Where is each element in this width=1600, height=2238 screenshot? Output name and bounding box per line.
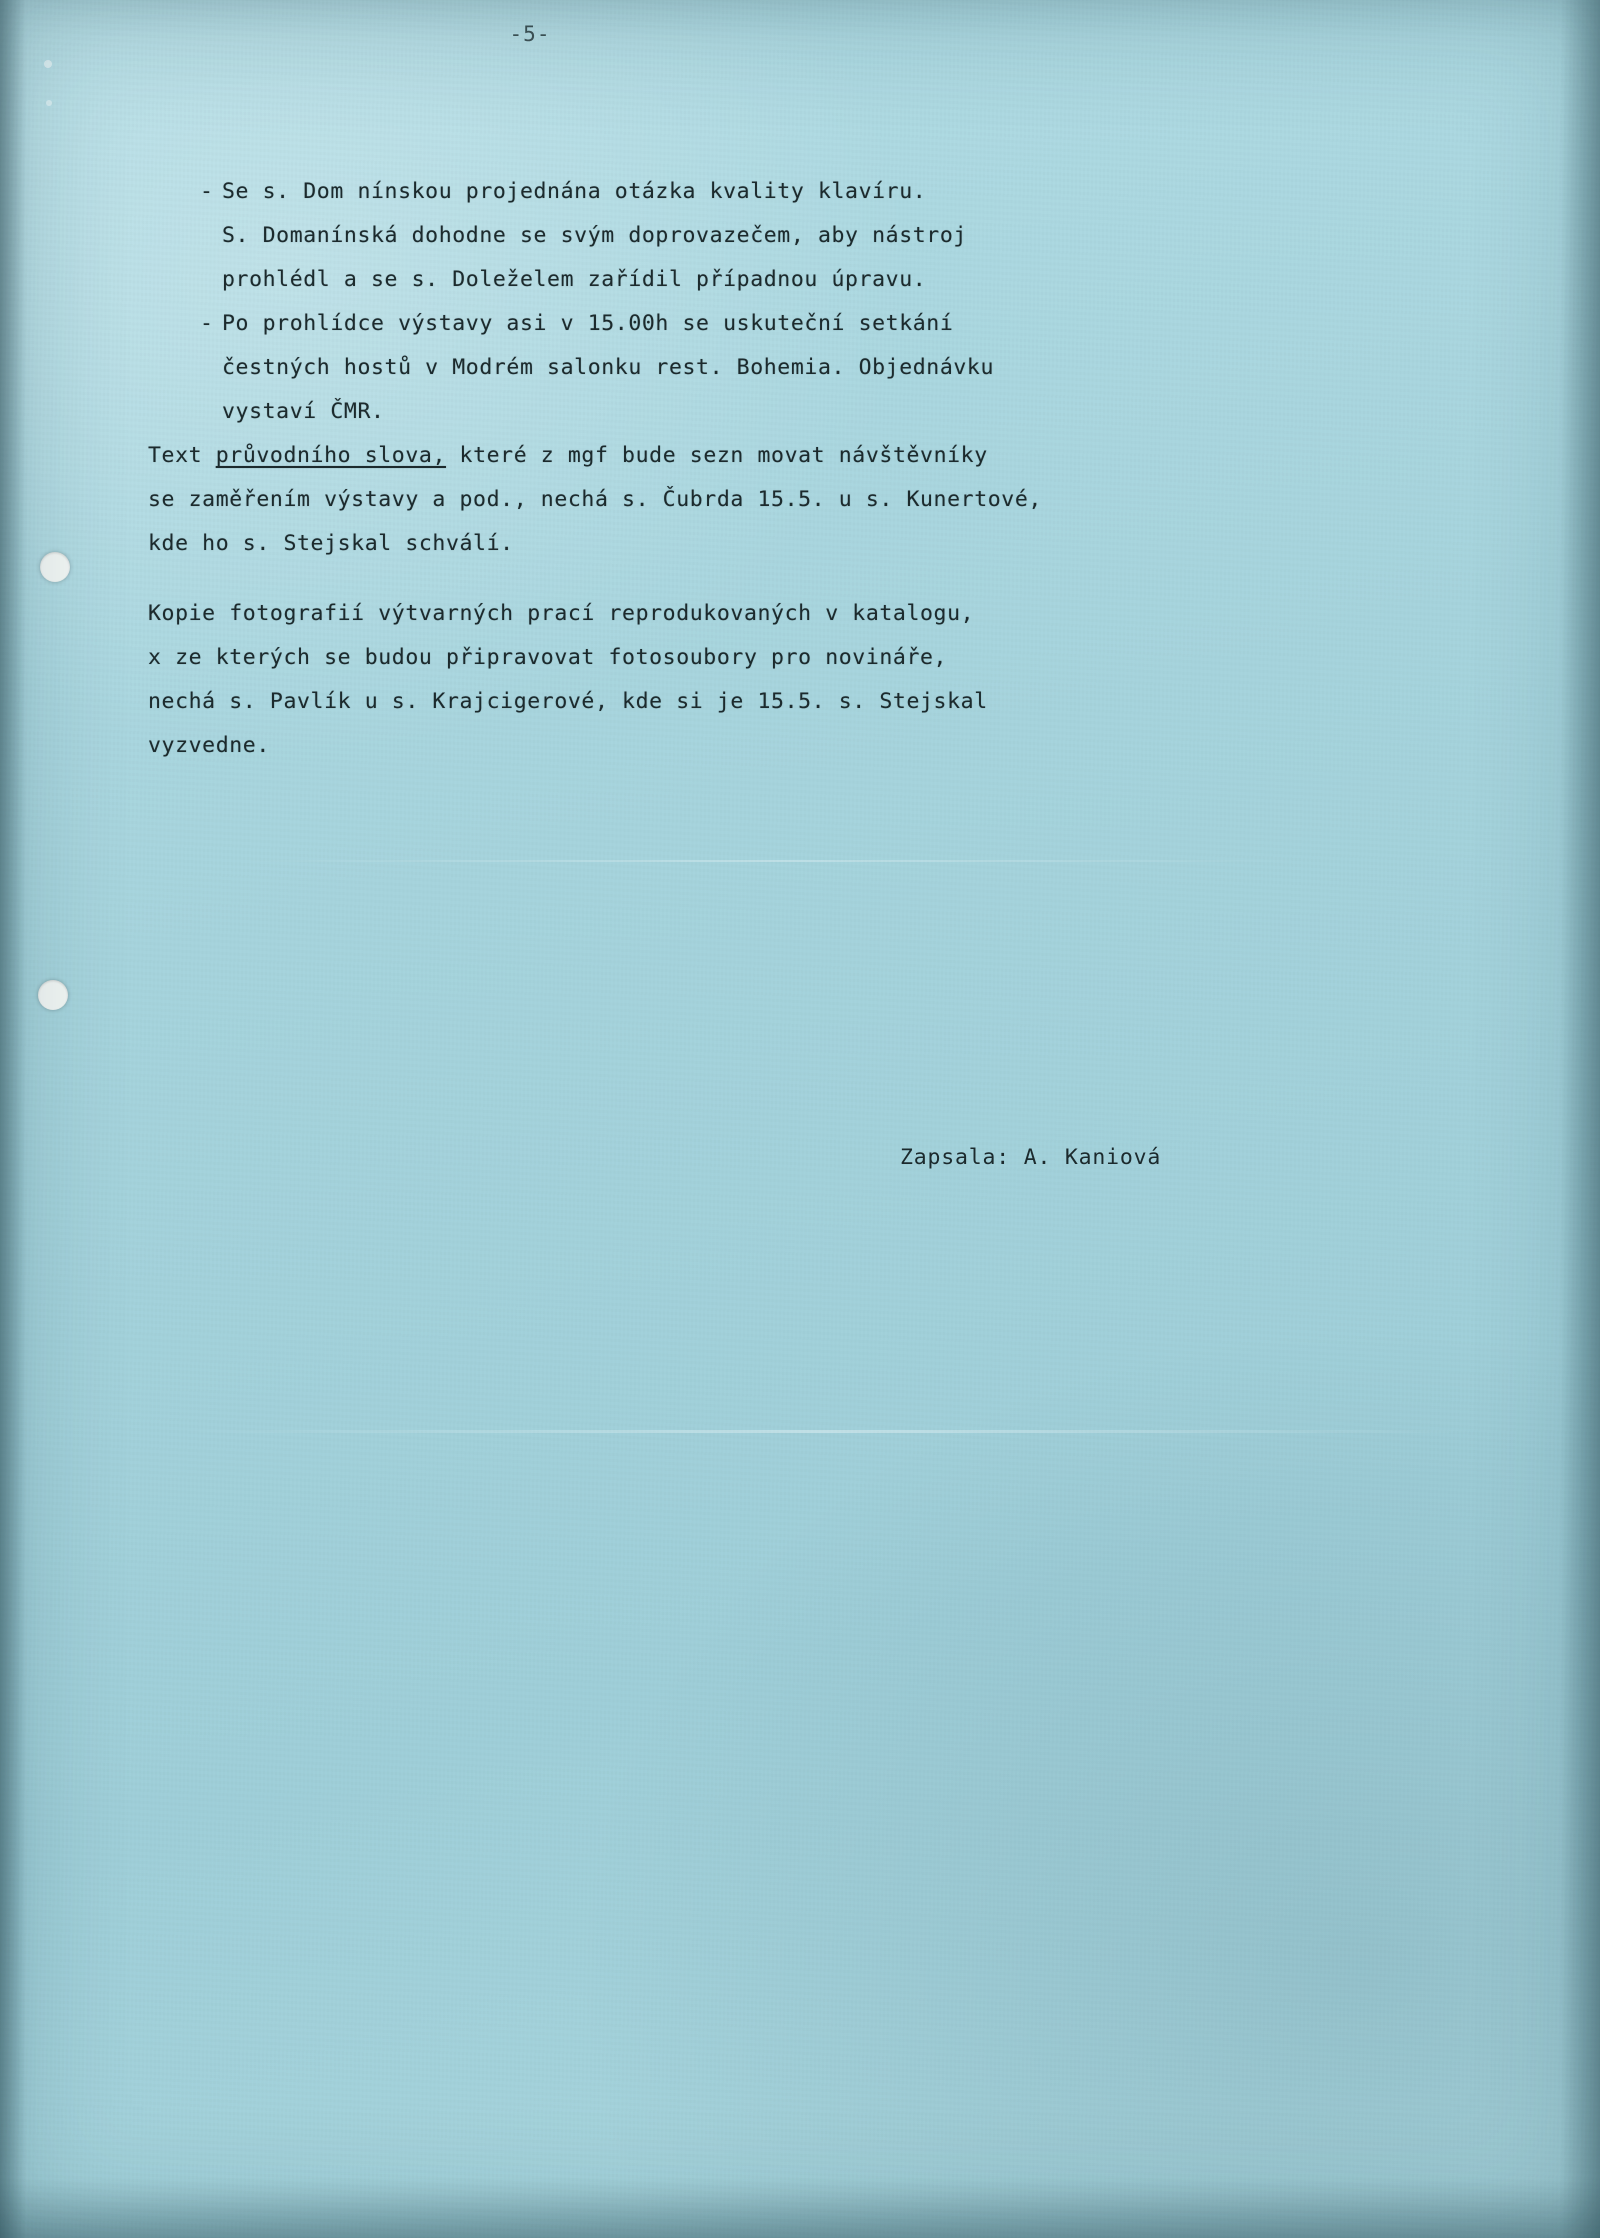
paragraph-2-text-2: x ze kterých se budou připravovat fotosoubory pro novináře, <box>148 645 948 670</box>
paragraph-1-text-2: se zaměřením výstavy a pod., nechá s. Čubrda 15.5. u s. Kunertové, <box>148 487 1042 512</box>
paragraph-2-line-4 <box>148 724 1430 768</box>
bullet-1-text-2: S. Domanínská dohodne se svým doprovazečem, aby nástroj <box>222 223 967 248</box>
paragraph-2-text-1: Kopie fotografií výtvarných prací reprodukovaných v katalogu, <box>148 601 975 626</box>
paragraph-kopie-fotografii <box>148 592 1430 768</box>
signature-line: Zapsala: A. Kaniová <box>900 1145 1162 1170</box>
paragraph-1-segment-plain-2: které z mgf bude sezn movat návštěvníky <box>445 443 988 468</box>
bullet-2-line-2 <box>200 346 1430 390</box>
paragraph-2-line-2 <box>148 636 1430 680</box>
bullet-marker-1: - <box>200 179 214 204</box>
paragraph-1-text-3: kde ho s. Stejskal schválí. <box>148 531 514 556</box>
paragraph-1-line-1 <box>148 434 1430 478</box>
paragraph-spacer <box>200 566 1430 592</box>
bullet-item-2 <box>200 302 1430 434</box>
bullet-1-text-1: Se s. Dom nínskou projednána otázka kvality klavíru. <box>222 179 927 204</box>
paragraph-2-text-4: vyzvedne. <box>148 733 270 758</box>
bullet-2-text-2: čestných hostů v Modrém salonku rest. Bohemia. Objednávku <box>222 355 995 380</box>
bullet-1-line-3 <box>200 258 1430 302</box>
paragraph-2-line-1 <box>148 592 1430 636</box>
paragraph-2-line-3 <box>148 680 1430 724</box>
bullet-item-1 <box>200 170 1430 302</box>
paragraph-1-line-2 <box>148 478 1430 522</box>
document-body <box>148 170 1430 768</box>
bullet-1-line-1 <box>200 170 1430 214</box>
bullet-marker-2: - <box>200 311 214 336</box>
bullet-2-line-3 <box>200 390 1430 434</box>
paragraph-2-text-3: nechá s. Pavlík u s. Krajcigerové, kde si je 15.5. s. Stejskal <box>148 689 988 714</box>
bullet-2-line-1 <box>200 302 1430 346</box>
paragraph-1-segment-plain-1: Text <box>148 443 216 468</box>
bullet-1-text-3: prohlédl a se s. Doleželem zařídil případnou úpravu. <box>222 267 927 292</box>
bullet-2-text-1: Po prohlídce výstavy asi v 15.00h se uskuteční setkání <box>222 311 954 336</box>
paragraph-text-pruvodniho-slova <box>148 434 1430 566</box>
bullet-1-line-2 <box>200 214 1430 258</box>
page-number: -5- <box>509 22 551 46</box>
paragraph-1-segment-underlined: průvodního slova, <box>215 443 446 468</box>
bullet-2-text-3: vystaví ČMR. <box>222 399 385 424</box>
paragraph-1-line-3 <box>148 522 1430 566</box>
